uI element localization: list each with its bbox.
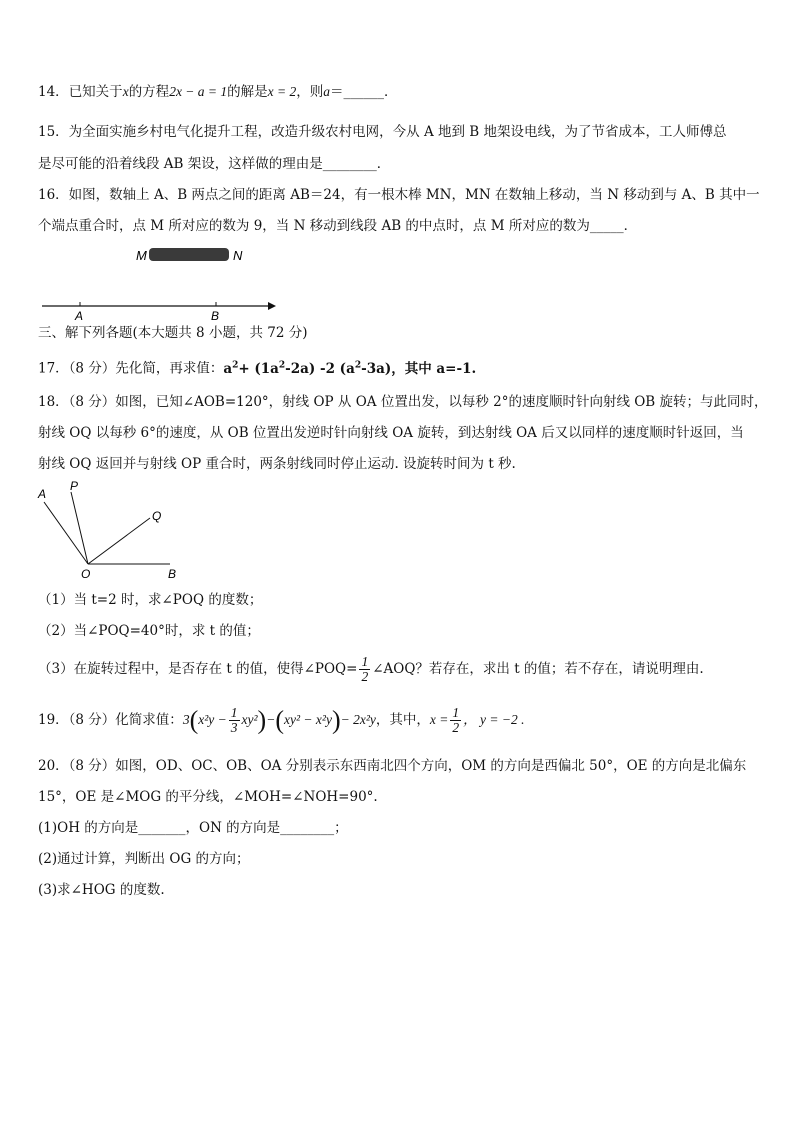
question-20-sub-2: (2)通过计算，判断出 OG 的方向； [38,851,250,867]
question-15-line-2: 是尽可能的沿着线段 AB 架设，这样做的理由是________． [38,156,391,172]
fraction-x-value: $\frac{1}{2}$ [452,705,460,735]
expression: $a^2+ (1a^2-2a)$ -2 $(a^2-3a)$，其中 a=-1. [223,360,477,377]
question-18-sub-3: （3）在旋转过程中，是否存在 t 的值，使得∠POQ= $\frac{1}{2}$ ∠AOQ？若存在，求出 t 的值；若不存在，请说明理由. [38,654,704,684]
section-3-heading: 三、解下列各题(本大题共 8 小题，共 72 分) [38,325,308,341]
ray-oa [44,502,88,564]
axis-arrow-icon [268,302,276,310]
question-20-line-1: 20．（8 分）如图，OD、OC、OB、OA 分别表示东西南北四个方向，OM 的方向是西偏北 50°，OE 的方向是北偏东 [38,758,747,774]
question-17: 17．（8 分）先化简，再求值：$a^2+ (1a^2-2a)$ -2 $(a^2-3a)$，其中 a=-1. [38,360,477,377]
fraction-one-third: $\frac{1}{3}$ [230,705,238,735]
label-b: B [168,567,177,581]
question-16-line-1: 16．如图，数轴上 A、B 两点之间的距离 AB＝24，有一根木棒 MN，MN 在数轴上移动，当 N 移动到与 A、B 其中一 [38,187,760,203]
question-18-line-3: 射线 OQ 返回并与射线 OP 重合时，两条射线同时停止运动. 设旋转时间为 t 秒. [38,456,516,472]
question-20-line-2: 15°，OE 是∠MOG 的平分线，∠MOH=∠NOH=90°. [38,789,378,805]
question-14: 14．已知关于x的方程2x − a = 1的解是x = 2，则a＝______． [38,84,398,100]
label-q: Q [152,509,162,523]
question-number: 14． [38,84,69,100]
question-20-sub-3: (3)求∠HOG 的度数. [38,882,165,898]
question-15-line-1: 15．为全面实施乡村电气化提升工程，改造升级农村电网，今从 A 地到 B 地架设电线，为了节省成本，工人师傅总 [38,124,727,140]
question-20-sub-1: (1)OH 的方向是_______，ON 的方向是________； [38,820,348,836]
label-m: M [136,248,147,263]
label-p: P [70,480,79,493]
question-18-sub-2: （2）当∠POQ=40°时，求 t 的值； [38,623,260,639]
label-n: N [233,248,243,263]
label-b: B [211,309,220,322]
question-19: 19．（8 分）化简求值：3(x²y − $\frac{1}{3}$ xy²)−(xy² − x²y)− 2x²y，其中，x = $\frac{1}{2}$ ， y = −2 . [38,705,525,735]
angle-figure [30,480,200,585]
fraction-one-half: $\frac{1}{2}$ [361,654,369,684]
ray-op [71,492,88,564]
number-line-figure [30,240,290,322]
ray-oq [88,518,150,564]
equation: 2x − a = 1 [169,84,228,99]
stick-mn [149,248,229,261]
question-18-sub-1: （1）当 t=2 时，求∠POQ 的度数； [38,592,263,608]
question-18-line-1: 18．（8 分）如图，已知∠AOB=120°，射线 OP 从 OA 位置出发，以每秒 2°的速度顺时针向射线 OB 旋转；与此同时， [38,394,768,410]
label-o: O [81,567,91,581]
label-a: A [75,309,84,322]
question-18-line-2: 射线 OQ 以每秒 6°的速度，从 OB 位置出发逆时针向射线 OA 旋转，到达射线 OA 后又以同样的速度顺时针返回，当 [38,425,744,441]
label-a: A [38,487,47,501]
question-16-line-2: 个端点重合时，点 M 所对应的数为 9，当 N 移动到线段 AB 的中点时，点 M 所对应的数为_____． [38,218,638,234]
answer-blank: ＝______． [330,84,398,100]
